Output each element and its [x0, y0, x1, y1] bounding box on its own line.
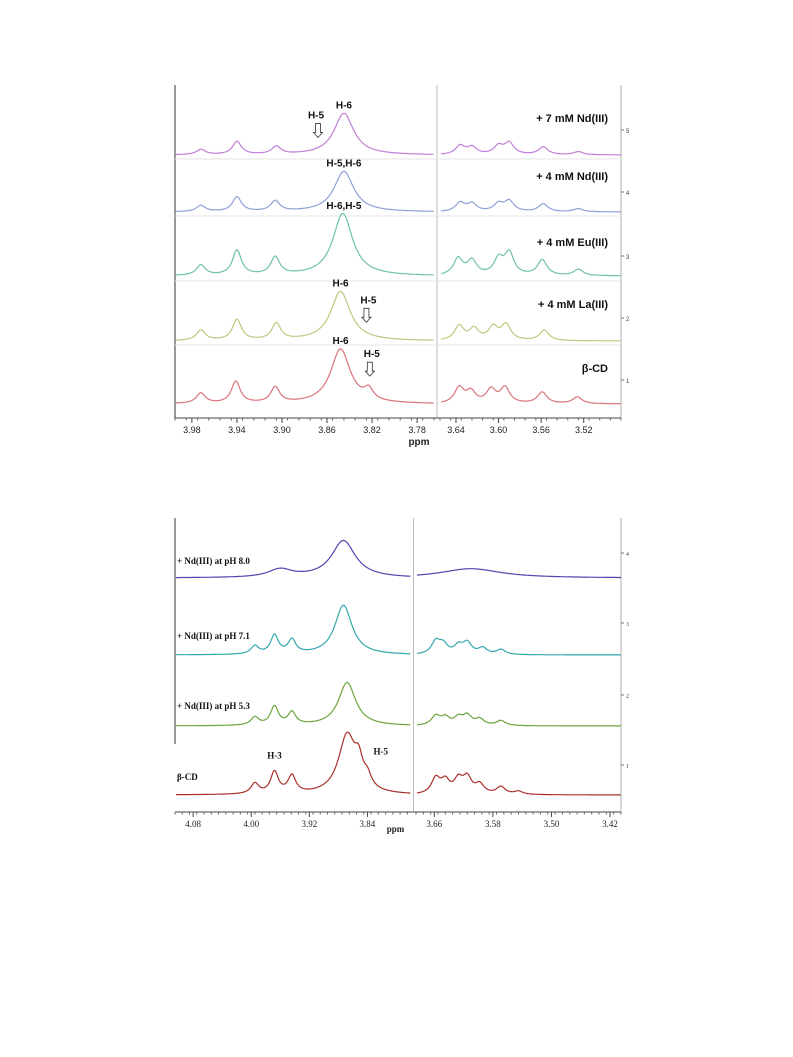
- x-tick-label: 4.08: [185, 819, 202, 829]
- spectrum-line-left: [176, 171, 434, 211]
- x-tick-label: 3.64: [447, 425, 465, 435]
- spectrum-line-left: [176, 110, 434, 154]
- x-axis-label: ppm: [408, 437, 430, 448]
- y-tick-label: 4: [626, 552, 629, 558]
- y-tick-label: 1: [626, 764, 629, 770]
- peak-annotation: H-6,H-5: [326, 200, 362, 212]
- x-tick-label: 3.56: [532, 425, 550, 435]
- chart-2: [175, 518, 629, 834]
- spectrum-line-left: [176, 291, 434, 340]
- series-label: β-CD: [177, 772, 198, 782]
- peak-annotation: H-5: [363, 349, 380, 361]
- x-axis-label: ppm: [386, 824, 405, 834]
- series-label: + 4 mM La(III): [538, 299, 608, 311]
- series-label: + Nd(III) at pH 5.3: [177, 701, 250, 711]
- y-tick-label: 4: [626, 191, 630, 197]
- x-tick-label: 3.42: [602, 819, 618, 829]
- peak-annotation: H-5,H-6: [326, 158, 362, 170]
- x-tick-label: 3.84: [359, 819, 376, 829]
- annotation-arrow: [362, 308, 371, 322]
- peak-annotation: H-5: [360, 295, 377, 307]
- spectrum-line-right: [417, 713, 621, 726]
- peak-annotation: H-6: [335, 100, 352, 112]
- x-tick-label: 3.50: [543, 819, 560, 829]
- spectrum-line-left: [176, 214, 434, 276]
- y-tick-label: 1: [626, 379, 630, 385]
- x-tick-label: 3.66: [426, 819, 443, 829]
- spectrum-line-right: [417, 773, 621, 795]
- spectrum-line-left: [176, 732, 410, 794]
- spectrum-line-right: [441, 199, 621, 212]
- spectrum-line-left: [176, 349, 434, 403]
- x-tick-label: 3.98: [183, 425, 201, 435]
- spectrum-line-right: [441, 250, 621, 276]
- chart-1: [175, 85, 630, 448]
- x-tick-label: 3.94: [228, 425, 246, 435]
- x-tick-label: 3.58: [485, 819, 501, 829]
- x-tick-label: 3.90: [273, 425, 291, 435]
- x-tick-label: 3.78: [408, 425, 426, 435]
- peak-annotation: H-6: [332, 278, 349, 290]
- series-label: + Nd(III) at pH 7.1: [177, 631, 250, 641]
- series-label: + 4 mM Nd(III): [536, 171, 608, 183]
- annotation-arrow: [365, 362, 374, 376]
- y-tick-label: 2: [626, 694, 629, 700]
- series-label: + 4 mM Eu(III): [536, 237, 608, 249]
- x-tick-label: 3.60: [489, 425, 508, 435]
- series-label: β-CD: [581, 363, 608, 375]
- peak-annotation: H-6: [332, 335, 349, 347]
- peak-annotation: H-3: [267, 750, 282, 761]
- peak-annotation: H-5: [307, 110, 325, 122]
- x-tick-label: 3.92: [301, 819, 318, 829]
- spectrum-line-right: [441, 323, 621, 341]
- x-tick-label: 4.00: [243, 819, 260, 829]
- x-tick-label: 3.86: [318, 425, 336, 435]
- peak-annotation: H-5: [373, 746, 388, 757]
- spectrum-line-right: [417, 638, 621, 655]
- series-label: + 7 mM Nd(III): [536, 113, 608, 125]
- spectrum-line-left: [176, 605, 410, 655]
- x-tick-label: 3.82: [363, 425, 381, 435]
- series-label: + Nd(III) at pH 8.0: [177, 556, 250, 566]
- annotation-arrow: [314, 124, 323, 138]
- x-tick-label: 3.52: [574, 425, 593, 435]
- y-tick-label: 2: [626, 317, 630, 323]
- spectrum-line-right: [417, 569, 621, 578]
- y-tick-label: 3: [626, 622, 629, 628]
- spectrum-line-right: [441, 141, 621, 155]
- y-tick-label: 3: [626, 255, 630, 261]
- y-tick-label: 5: [626, 129, 630, 135]
- spectrum-line-right: [441, 386, 621, 404]
